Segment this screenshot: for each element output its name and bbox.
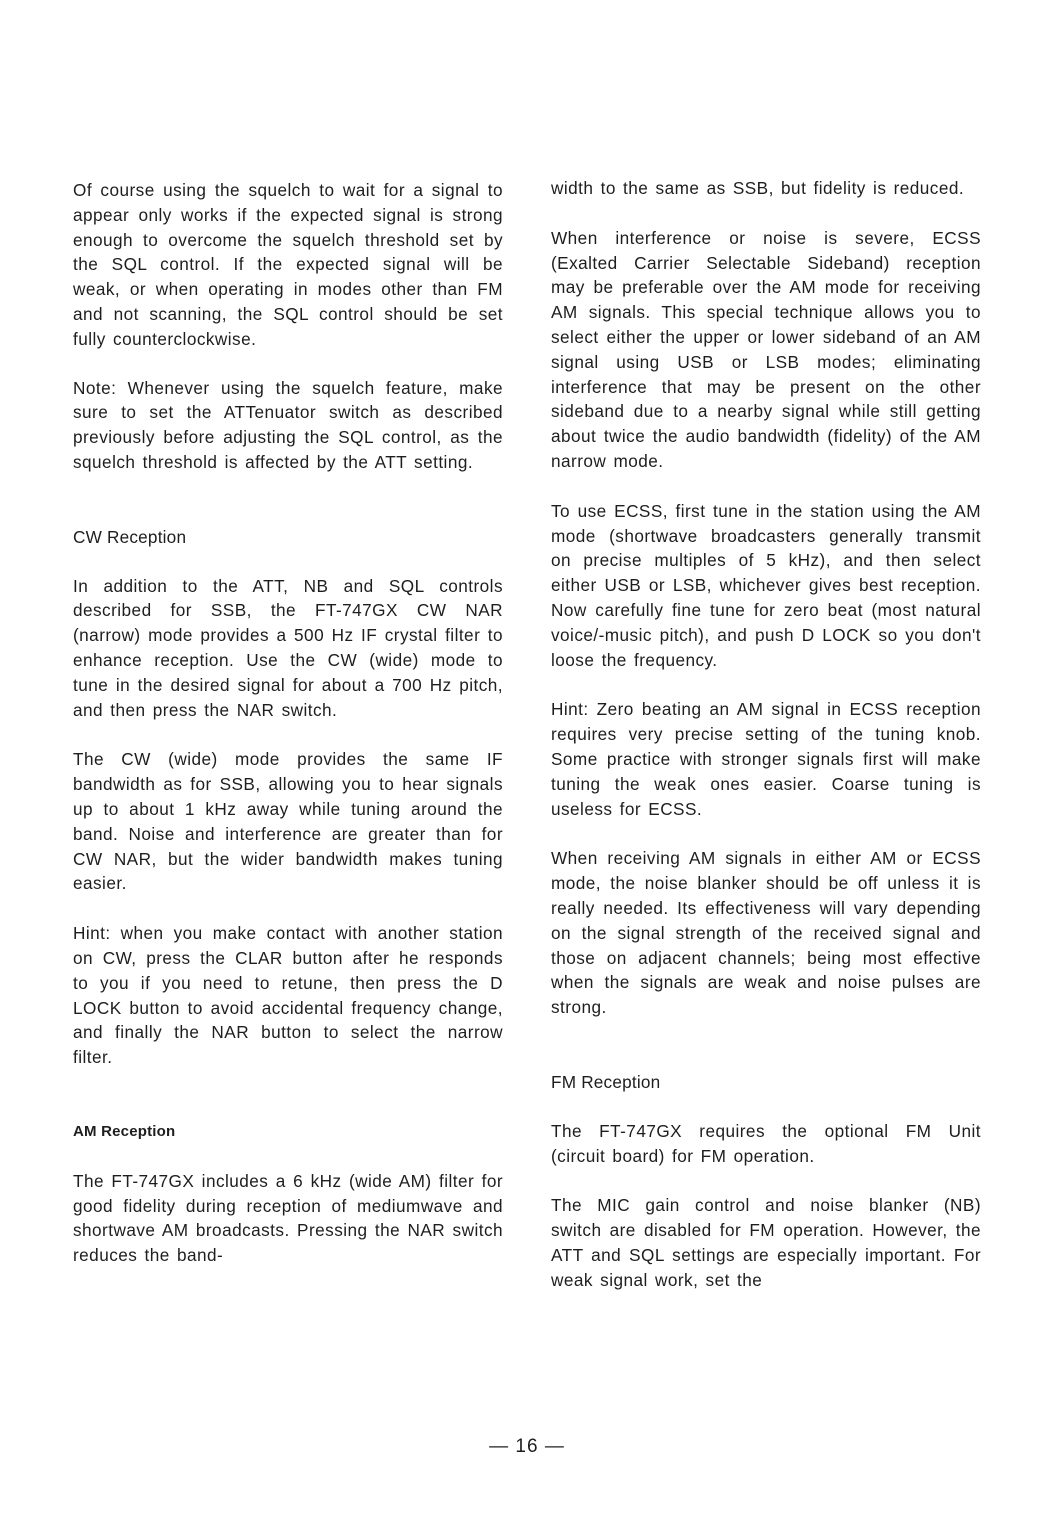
paragraph-cw-nar: In addition to the ATT, NB and SQL controls described for SSB, the FT-747GX CW NAR (narrow) mode provides a 500 Hz IF crystal filter to enhance reception. Use the CW (wide) mode to tune in the desired signal for about a 700 Hz pitch, and then press the NAR switch. [73, 575, 503, 720]
paragraph-fm-controls: The MIC gain control and noise blanker (NB) switch are disabled for FM operation. However, the ATT and SQL settings are especially important. For weak signal work, set the [551, 1195, 981, 1290]
paragraph-cw-hint: Hint: when you make contact with another station on CW, press the CLAR button after he responds to you if you need to retune, then press the D LOCK button to avoid accidental frequency change, and finally the NAR button to select the narrow filter. [73, 923, 503, 1068]
paragraph-noise-blanker: When receiving AM signals in either AM or ECSS mode, the noise blanker should be off unless it is really needed. Its effectiveness will vary depending on the signal strength of the received signal and those on adjacent channels; being most effective when the signals are weak and noise pulses are strong. [551, 848, 981, 1018]
paragraph-squelch-note: Note: Whenever using the squelch feature, make sure to set the ATTenuator switch as described previously before adjusting the SQL control, as the squelch threshold is affected by the ATT setting. [73, 377, 503, 472]
am-reception-heading: AM Reception [73, 1122, 176, 1140]
fm-reception-heading: FM Reception [551, 1071, 661, 1092]
left-column [73, 176, 503, 1268]
paragraph-am-filter: The FT-747GX includes a 6 kHz (wide AM) filter for good fidelity during reception of mediumwave and shortwave AM broadcasts. Pressing the NAR switch reduces the band- [73, 1170, 503, 1266]
right-column [551, 176, 981, 1292]
paragraph-squelch-wait: Of course using the squelch to wait for a signal to appear only works if the expected signal is strong enough to overcome the squelch threshold set by the SQL control. If the expected signal will be weak, or when operating in modes other than FM and not scanning, the SQL control should be set fully counterclockwise. [73, 180, 503, 349]
paragraph-fm-unit: The FT-747GX requires the optional FM Unit (circuit board) for FM operation. [551, 1120, 981, 1166]
paragraph-ecss-usage: To use ECSS, first tune in the station using the AM mode (shortwave broadcasters generally transmit on precise multiples of 5 kHz), and then select either USB or LSB, whichever gives best reception. Now carefully fine tune for zero beat (most natural voice/-music pitch), and push D LOCK so you don't loose the frequency. [551, 500, 981, 670]
paragraph-ecss-hint: Hint: Zero beating an AM signal in ECSS reception requires very precise setting of the tuning knob. Some practice with stronger signals first will make tuning the weak ones easier. Coarse tuning is useless for ECSS. [551, 699, 981, 819]
paragraph-ecss-intro: When interference or noise is severe, ECSS (Exalted Carrier Selectable Sideband) reception may be preferable over the AM mode for receiving AM signals. This special technique allows you to select either the upper or lower sideband of an AM signal using USB or LSB modes; eliminating interference that may be present on the other sideband due to a nearby signal while still getting about twice the audio bandwidth (fidelity) of the AM narrow mode. [551, 227, 981, 471]
cw-reception-heading: CW Reception [73, 526, 187, 547]
paragraph-cw-wide: The CW (wide) mode provides the same IF bandwidth as for SSB, allowing you to hear signals up to about 1 kHz away while tuning around the band. Noise and interference are greater than for CW NAR, but the wider bandwidth makes tuning easier. [73, 749, 503, 894]
paragraph-am-bandwidth: width to the same as SSB, but fidelity is reduced. [551, 178, 965, 198]
page-number: — 16 — [489, 1436, 565, 1457]
